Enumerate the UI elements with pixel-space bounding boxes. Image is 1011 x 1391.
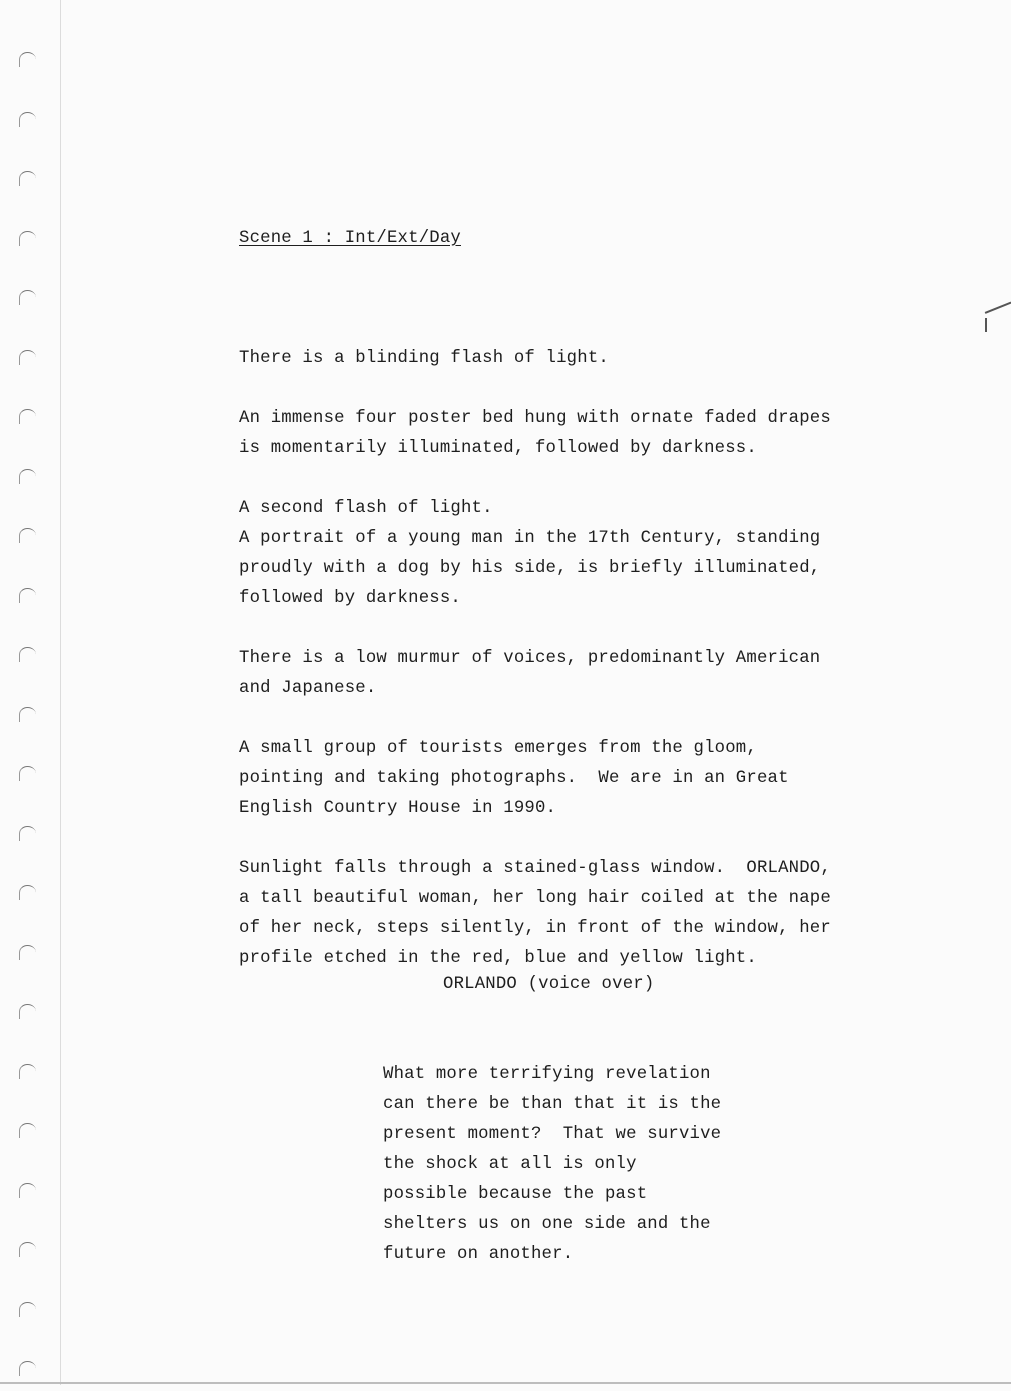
binder-hole [19,409,36,424]
action-line: There is a low murmur of voices, predominantly American [239,649,821,668]
pen-mark [985,302,1011,314]
dialogue-block [383,910,803,1330]
action-line: is momentarily illuminated, followed by darkness. [239,439,757,458]
binder-hole [19,350,36,365]
binder-hole [19,1183,36,1198]
binder-hole [19,52,36,67]
action-line: followed by darkness. [239,589,461,608]
dialogue-line: shelters us on one side and the [383,1215,711,1234]
action-line: profile etched in the red, blue and yellow light. [239,949,757,968]
binder-hole [19,1302,36,1317]
binder-hole [19,588,36,603]
action-line: A small group of tourists emerges from the gloom, [239,739,757,758]
binder-hole [19,1064,36,1079]
binder-hole [19,1004,36,1019]
action-line: A portrait of a young man in the 17th Century, standing [239,529,821,548]
action-line: An immense four poster bed hung with ornate faded drapes [239,409,831,428]
page-bottom-edge [0,1382,1011,1384]
binder-hole [19,231,36,246]
scene-heading: Scene 1 : Int/Ext/Day [239,229,461,248]
action-line: proudly with a dog by his side, is briefly illuminated, [239,559,821,578]
character-cue: ORLANDO (voice over) [443,975,655,994]
binder-hole [19,112,36,127]
binder-hole [19,528,36,543]
action-line: a tall beautiful woman, her long hair coiled at the nape [239,889,831,908]
binder-hole [19,290,36,305]
binder-hole [19,945,36,960]
action-line: and Japanese. [239,679,377,698]
action-paragraph [239,344,939,374]
dialogue-line: present moment? That we survive [383,1125,722,1144]
action-line: pointing and taking photographs. We are in an Great [239,769,789,788]
binder-margin-line [60,0,61,1385]
action-paragraph [239,404,939,464]
binder-hole [19,766,36,781]
action-line: Sunlight falls through a stained-glass window. ORLANDO, [239,859,831,878]
dialogue-line: the shock at all is only [383,1155,637,1174]
dialogue-line: can there be than that it is the [383,1095,722,1114]
binder-hole [19,1123,36,1138]
action-paragraph [239,494,939,614]
action-paragraphs [239,344,939,974]
binder-hole [19,1242,36,1257]
dialogue-lines [383,1060,803,1270]
pen-mark [985,318,987,332]
binder-hole [19,469,36,484]
action-line: of her neck, steps silently, in front of the window, her [239,919,831,938]
binder-hole [19,647,36,662]
binder-hole [19,1361,36,1376]
action-line: A second flash of light. [239,499,493,518]
dialogue-line: future on another. [383,1245,574,1264]
action-paragraph [239,734,939,824]
binder-hole [19,826,36,841]
binder-hole [19,171,36,186]
action-line: There is a blinding flash of light. [239,349,609,368]
dialogue-line: possible because the past [383,1185,648,1204]
action-line: English Country House in 1990. [239,799,557,818]
binder-hole [19,885,36,900]
dialogue-line: What more terrifying revelation [383,1065,711,1084]
action-paragraph [239,644,939,704]
binder-hole [19,707,36,722]
